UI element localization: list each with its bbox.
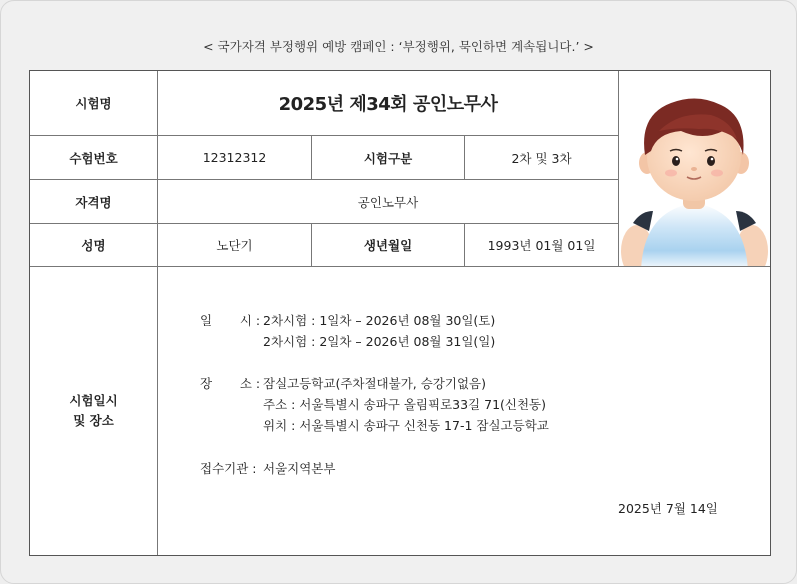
place-label: 장 소 : xyxy=(200,376,261,391)
agency-label: 접수기관 : xyxy=(200,461,257,476)
birthdate-value: 1993년 01월 01일 xyxy=(487,238,596,253)
issue-date: 2025년 7월 14일 xyxy=(618,501,718,516)
place-line-2: 주소 : 서울특별시 송파구 올림픽로33길 71(신천동) xyxy=(263,397,546,412)
exam-type-label: 시험구분 xyxy=(363,150,413,166)
name-value: 노단기 xyxy=(216,238,253,253)
qualification-label: 자격명 xyxy=(75,194,112,210)
exam-name-label: 시험명 xyxy=(75,96,112,111)
exam-number-value: 12312312 xyxy=(202,150,267,165)
date-line-2: 2차시험 : 2일차 – 2026년 08월 31일(일) xyxy=(263,334,496,349)
campaign-banner: < 국가자격 부정행위 예방 캠페인 : ‘부정행위, 묵인하면 계속됩니다.’ > xyxy=(203,39,594,54)
date-label: 일 시 : xyxy=(200,313,261,328)
date-line-1: 2차시험 : 1일차 – 2026년 08월 30일(토) xyxy=(263,313,496,328)
exam-type-value: 2차 및 3차 xyxy=(511,150,572,166)
agency-value: 서울지역본부 xyxy=(263,461,336,476)
datetime-place-label: 시험일시 및 장소 xyxy=(69,393,118,428)
exam-number-label: 수험번호 xyxy=(69,150,118,166)
qualification-value: 공인노무사 xyxy=(357,194,419,210)
avatar-photo xyxy=(619,71,770,266)
place-line-1: 잠실고등학교(주차절대불가, 승강기없음) xyxy=(263,376,486,391)
place-line-3: 위치 : 서울특별시 송파구 신천동 17-1 잠실고등학교 xyxy=(263,418,549,433)
exam-name-value: 2025년 제34회 공인노무사 xyxy=(278,94,498,115)
name-label: 성명 xyxy=(81,238,106,253)
birthdate-label: 생년월일 xyxy=(363,238,413,253)
admission-ticket-table xyxy=(29,70,771,556)
